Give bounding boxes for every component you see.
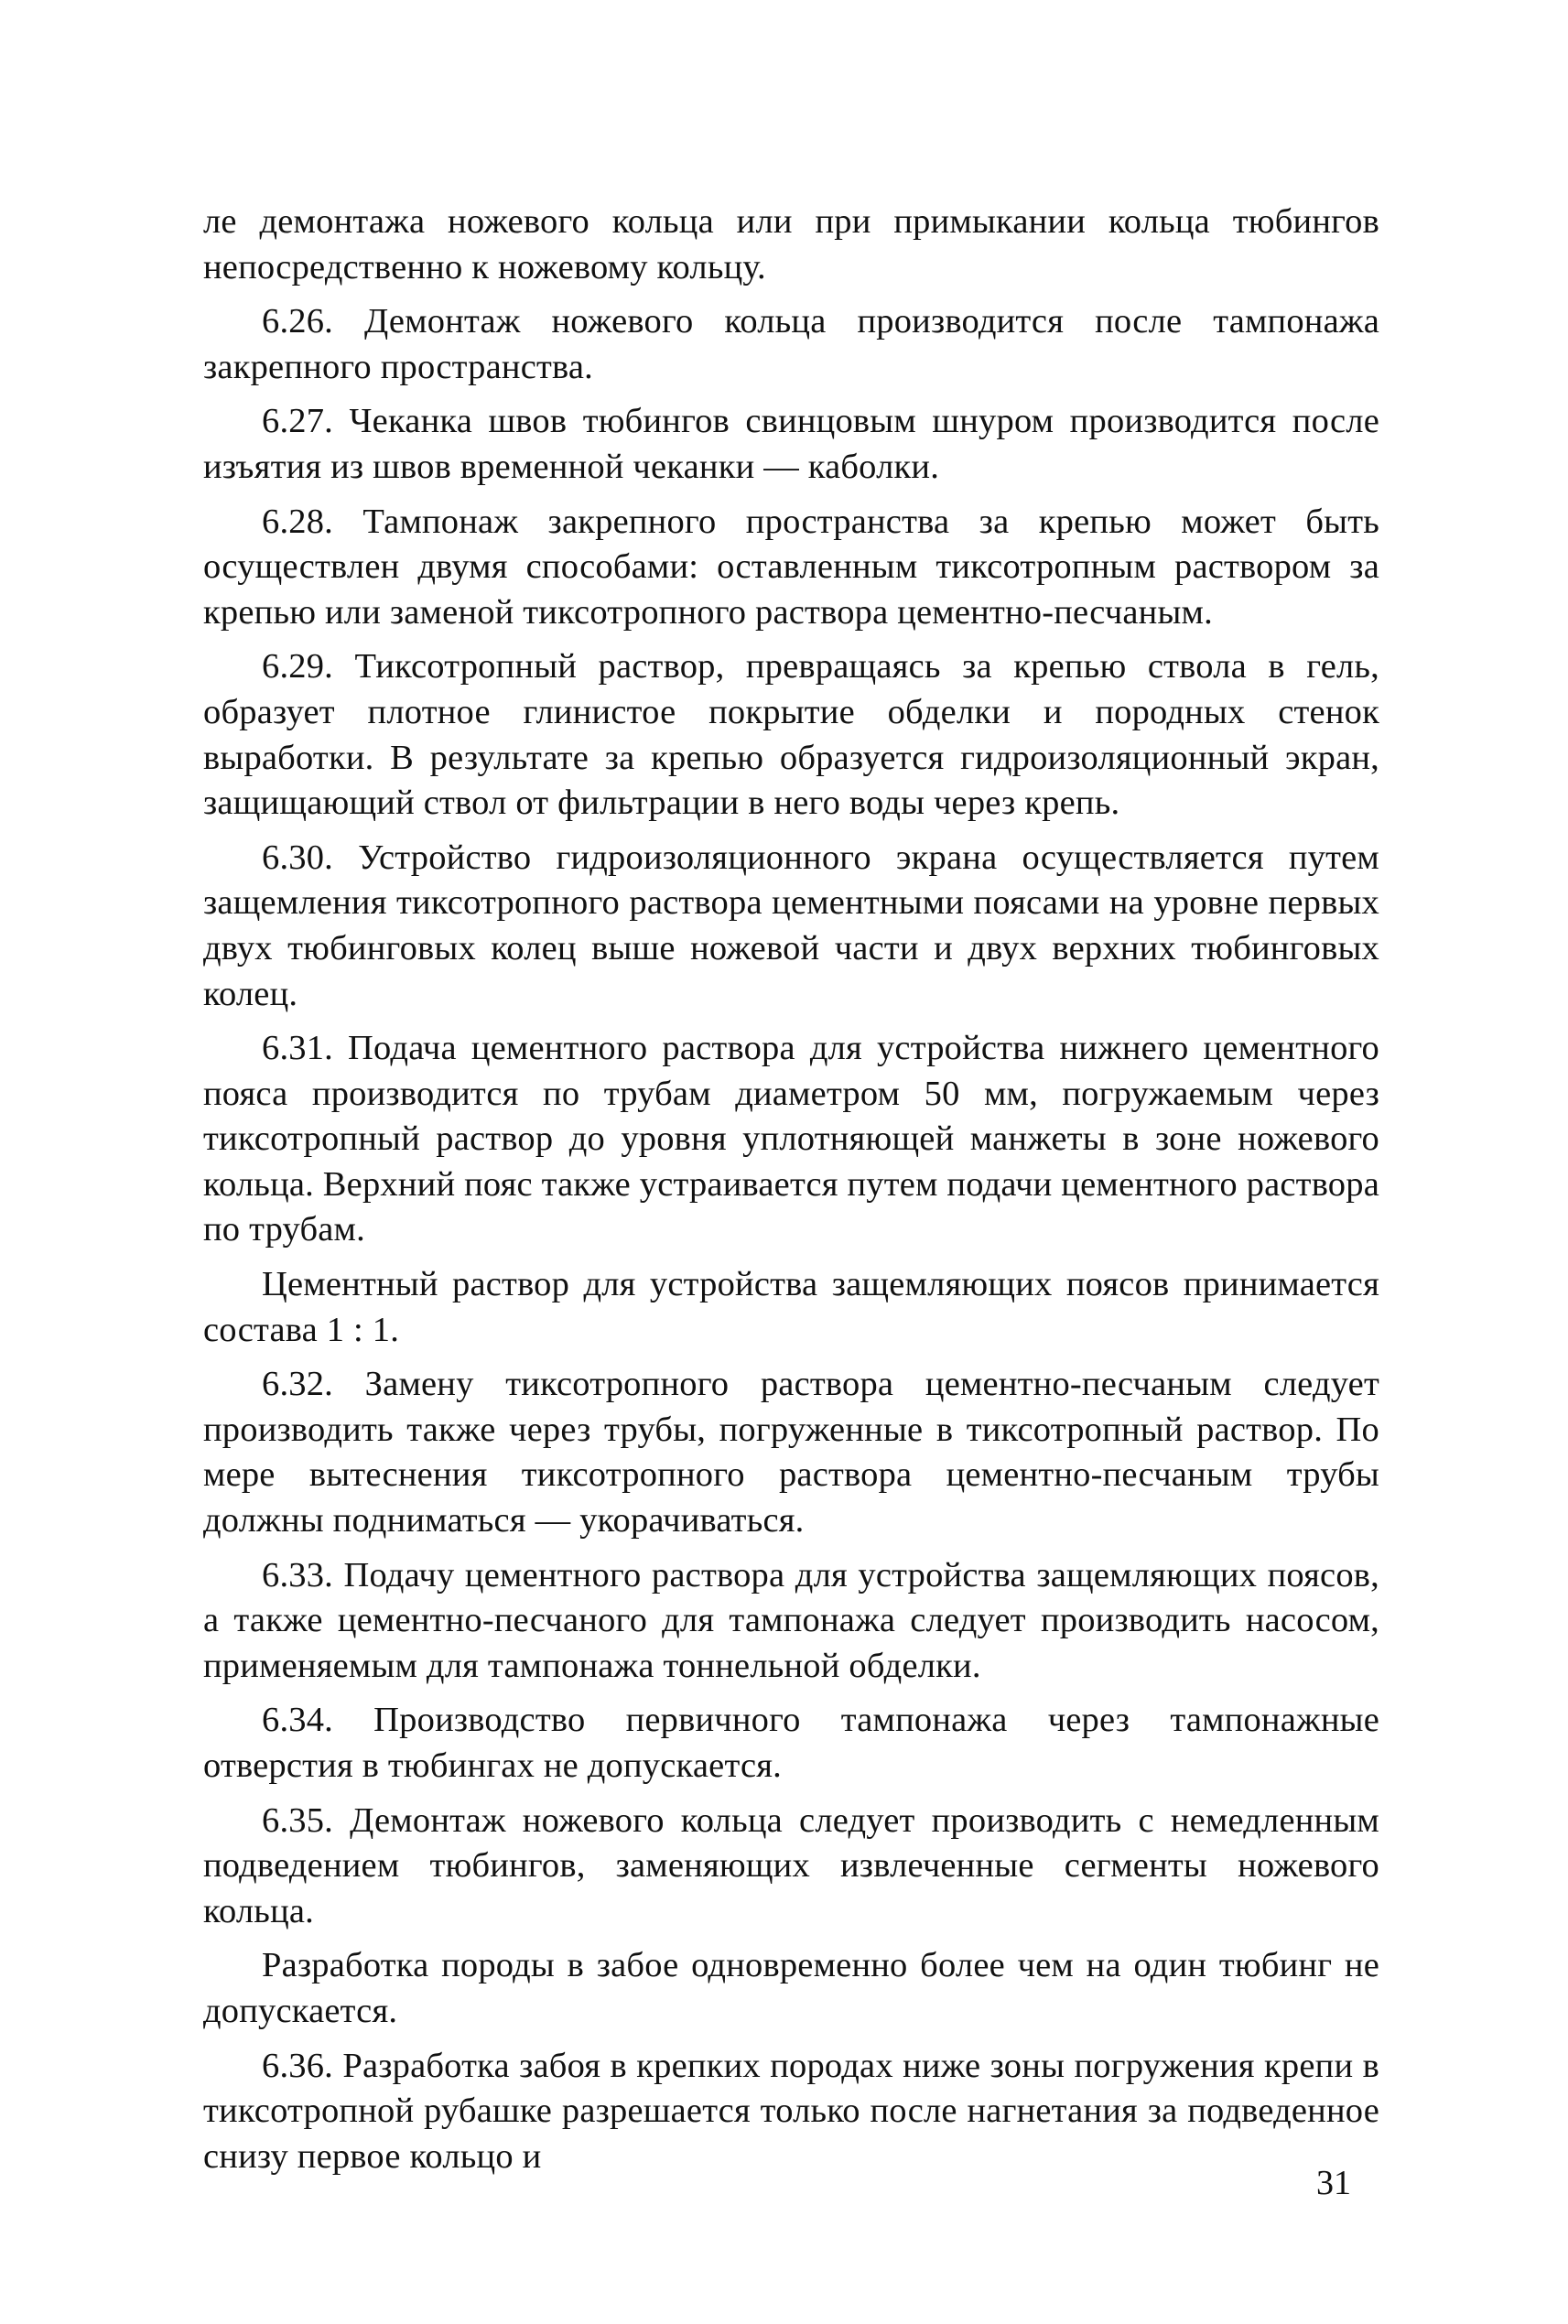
paragraph-cement-mix: Цементный раствор для устройства защемляющих поясов принимается состава 1 : 1. (203, 1265, 1379, 1349)
paragraph-6-27: 6.27. Чеканка швов тюбингов свинцовым шнуром производится после изъятия из швов временной чеканки — каболки. (203, 402, 1379, 486)
page-number: 31 (1316, 2164, 1351, 2202)
paragraph-6-32: 6.32. Замену тиксотропного раствора цементно-песчаным следует производить также через трубы, погруженные в тиксотропный раствор. По мере вытеснения тиксотропного раствора цементно-песчаным трубы должны подниматься — укорачиваться. (203, 1365, 1379, 1540)
paragraph-6-29: 6.29. Тиксотропный раствор, превращаясь за крепью ствола в гель, образует плотное глинистое покрытие обделки и породных стенок выработки. В результате за крепью образуется гидроизоляционный экран, защищающий ствол от фильтрации в него воды через крепь. (203, 647, 1379, 823)
paragraph-continuation: ле демонтажа ножевого кольца или при примыкании кольца тюбингов непосредственно к ножевому кольцу. (203, 202, 1379, 286)
paragraph-excavation-limit: Разработка породы в забое одновременно более чем на один тюбинг не допускается. (203, 1946, 1379, 2030)
paragraph-6-36: 6.36. Разработка забоя в крепких породах ниже зоны погружения крепи в тиксотропной рубашке разрешается только после нагнетания за подведенное снизу первое кольцо и (203, 2046, 1379, 2176)
paragraph-6-26: 6.26. Демонтаж ножевого кольца производится после тампонажа закрепного пространства. (203, 302, 1379, 386)
paragraph-6-31: 6.31. Подача цементного раствора для устройства нижнего цементного пояса производится по трубам диаметром 50 мм, погружаемым через тиксотропный раствор до уровня уплотняющей манжеты в зоне ножевого кольца. Верхний пояс также устраивается путем подачи цементного раствора по трубам. (203, 1029, 1379, 1249)
paragraph-6-30: 6.30. Устройство гидроизоляционного экрана осуществляется путем защемления тиксотропного раствора цементными поясами на уровне первых двух тюбинговых колец выше ножевой части и двух верхних тюбинговых колец. (203, 838, 1379, 1013)
page-body (203, 200, 1379, 2189)
paragraph-6-34: 6.34. Производство первичного тампонажа через тампонажные отверстия в тюбингах не допускается. (203, 1701, 1379, 1785)
paragraph-6-28: 6.28. Тампонаж закрепного пространства за крепью может быть осуществлен двумя способами: оставленным тиксотропным раствором за крепью или заменой тиксотропного раствора цементно-песчаным. (203, 502, 1379, 632)
paragraph-6-33: 6.33. Подачу цементного раствора для устройства защемляющих поясов, а также цементно-песчаного для тампонажа следует производить насосом, применяемым для тампонажа тоннельной обделки. (203, 1555, 1379, 1685)
paragraph-6-35: 6.35. Демонтаж ножевого кольца следует производить с немедленным подведением тюбингов, заменяющих извлеченные сегменты ножевого кольца. (203, 1800, 1379, 1930)
